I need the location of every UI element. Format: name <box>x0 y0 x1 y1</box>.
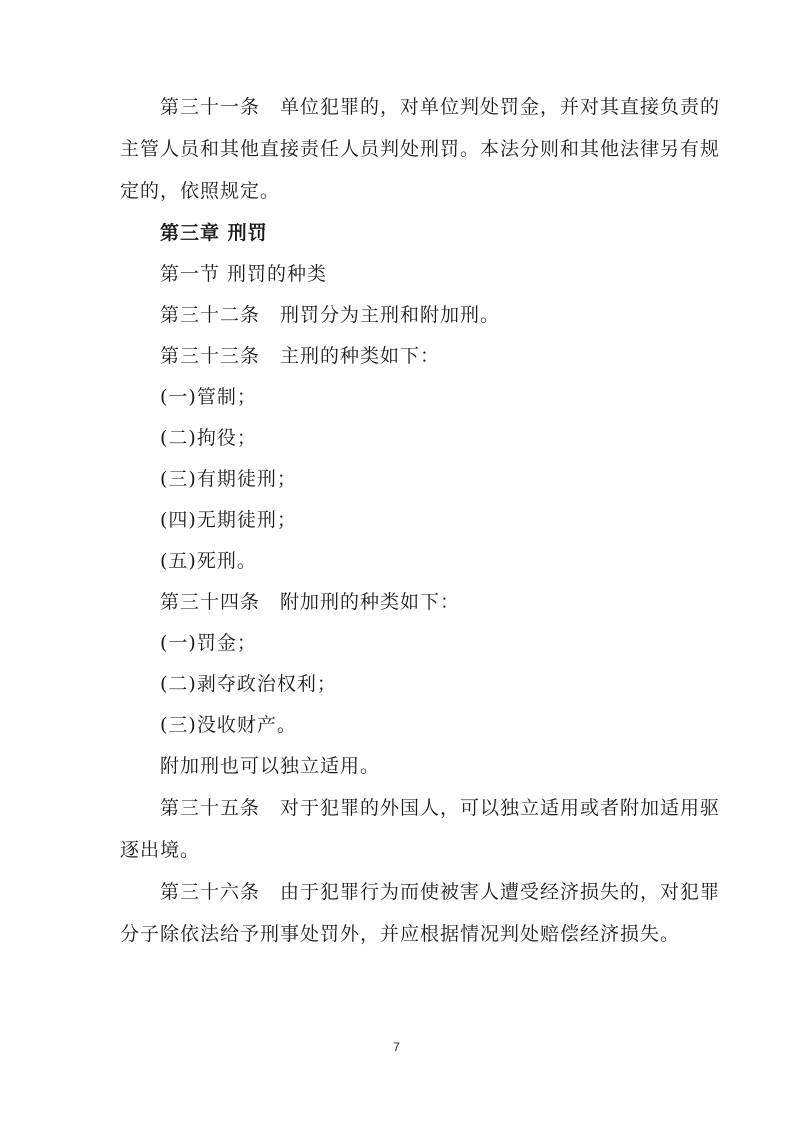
chapter-title: 第三章 刑罚 <box>160 222 268 244</box>
article-31-line-3: 定的，依照规定。 <box>120 180 281 202</box>
article-33-item-2: (二)拘役； <box>160 427 257 449</box>
article-34-item-3: (三)没收财产。 <box>160 714 297 736</box>
page-number: 7 <box>393 1040 400 1054</box>
section-title: 第一节 刑罚的种类 <box>160 263 328 285</box>
article-36-line-1: 第三十六条 由于犯罪行为而使被害人遭受经济损失的，对犯罪 <box>160 881 721 903</box>
article-33-item-1: (一)管制； <box>160 386 257 408</box>
article-33-item-3: (三)有期徒刑； <box>160 468 297 490</box>
article-33-item-4: (四)无期徒刑； <box>160 509 297 531</box>
article-31-line-1: 第三十一条 单位犯罪的，对单位判处罚金，并对其直接负责的 <box>160 96 721 118</box>
article-33-line-1: 第三十三条 主刑的种类如下： <box>160 345 441 367</box>
article-33-item-5: (五)死刑。 <box>160 550 257 572</box>
article-35-line-2: 逐出境。 <box>120 839 201 861</box>
article-34-item-1: (一)罚金； <box>160 632 257 654</box>
article-31-line-2: 主管人员和其他直接责任人员判处刑罚。本法分则和其他法律另有规 <box>120 138 721 160</box>
article-32-line-1: 第三十二条 刑罚分为主刑和附加刑。 <box>160 304 501 326</box>
article-34-line-1: 第三十四条 附加刑的种类如下： <box>160 591 461 613</box>
article-36-line-2: 分子除依法给予刑事处罚外，并应根据情况判处赔偿经济损失。 <box>120 923 681 945</box>
article-34-item-2: (二)剥夺政治权利； <box>160 673 337 695</box>
article-34-note: 附加刑也可以独立适用。 <box>160 755 381 777</box>
article-35-line-1: 第三十五条 对于犯罪的外国人，可以独立适用或者附加适用驱 <box>160 797 721 819</box>
